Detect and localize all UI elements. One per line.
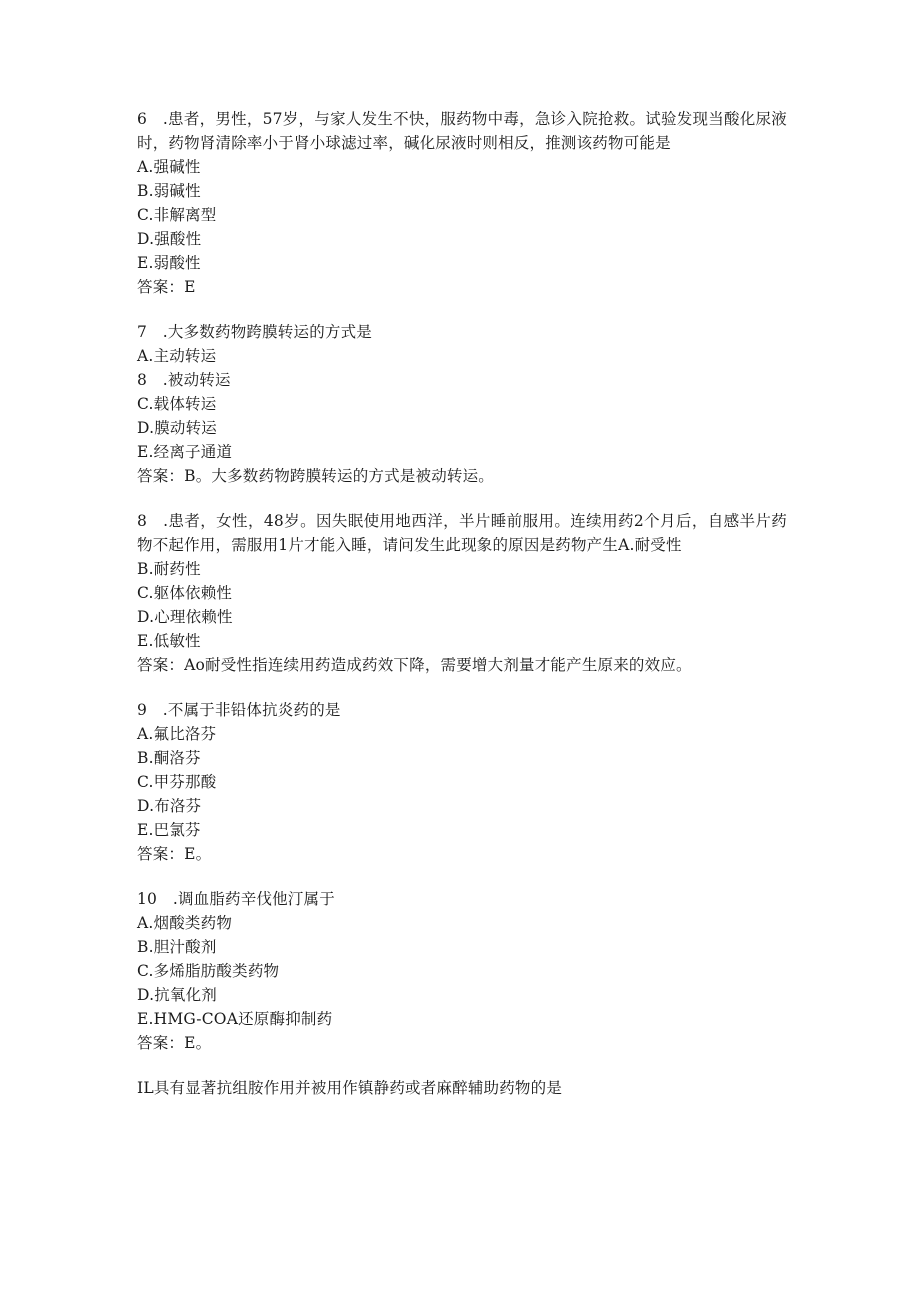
option-b: B.胆汁酸剂 bbox=[137, 938, 217, 956]
option-e: E.经离子通道 bbox=[137, 443, 233, 461]
option-e: E.HMG-COA还原酶抑制药 bbox=[137, 1010, 333, 1028]
question-7 bbox=[137, 320, 787, 488]
option-b: B.弱碱性 bbox=[137, 182, 201, 200]
question-10 bbox=[137, 887, 787, 1055]
option-a: A.强碱性 bbox=[137, 158, 201, 176]
option-d: D.布洛芬 bbox=[137, 797, 202, 815]
option-d: D.心理依赖性 bbox=[137, 608, 233, 626]
option-d: D.膜动转运 bbox=[137, 419, 218, 437]
option-b: 8 .被动转运 bbox=[137, 371, 231, 389]
question-6 bbox=[137, 107, 787, 299]
option-b: B.酮洛芬 bbox=[137, 749, 201, 767]
question-stem: 7 .大多数药物跨膜转运的方式是 bbox=[137, 323, 372, 341]
answer-text: 答案：E。 bbox=[137, 845, 212, 863]
option-c: C.甲芬那酸 bbox=[137, 773, 217, 791]
option-a: A.氟比洛芬 bbox=[137, 725, 217, 743]
option-e: E.低敏性 bbox=[137, 632, 201, 650]
question-stem: 9 .不属于非铅体抗炎药的是 bbox=[137, 701, 341, 719]
option-e: E.巴氯芬 bbox=[137, 821, 201, 839]
option-c: C.躯体依赖性 bbox=[137, 584, 233, 602]
option-c: C.载体转运 bbox=[137, 395, 217, 413]
option-e: E.弱酸性 bbox=[137, 254, 201, 272]
question-stem: 10 .调血脂药辛伐他汀属于 bbox=[137, 890, 335, 908]
question-9 bbox=[137, 698, 787, 866]
option-d: D.抗氧化剂 bbox=[137, 986, 218, 1004]
answer-text: 答案：E bbox=[137, 278, 196, 296]
option-a: A.主动转运 bbox=[137, 347, 217, 365]
question-8 bbox=[137, 509, 787, 677]
question-stem: IL具有显著抗组胺作用并被用作镇静药或者麻醉辅助药物的是 bbox=[137, 1079, 563, 1097]
option-b: B.耐药性 bbox=[137, 560, 201, 578]
option-c: C.多烯脂肪酸类药物 bbox=[137, 962, 280, 980]
answer-text: 答案：B。大多数药物跨膜转运的方式是被动转运。 bbox=[137, 467, 494, 485]
document-page bbox=[137, 107, 787, 1121]
question-stem: 8 .患者，女性，48岁。因失眠使用地西洋，半片睡前服用。连续用药2个月后，自感半片药物不起作用，需服用1片才能入睡，请问发生此现象的原因是药物产生A.耐受性 bbox=[137, 512, 787, 554]
option-c: C.非解离型 bbox=[137, 206, 217, 224]
answer-text: 答案：E。 bbox=[137, 1034, 212, 1052]
option-d: D.强酸性 bbox=[137, 230, 202, 248]
answer-text: 答案：Ao耐受性指连续用药造成药效下降，需要增大剂量才能产生原来的效应。 bbox=[137, 656, 692, 674]
question-stem: 6 .患者，男性，57岁，与家人发生不快，服药物中毒，急诊入院抢救。试验发现当酸化尿液时，药物肾清除率小于肾小球滤过率，碱化尿液时则相反，推测该药物可能是 bbox=[137, 110, 787, 152]
option-a: A.烟酸类药物 bbox=[137, 914, 233, 932]
question-11 bbox=[137, 1076, 787, 1100]
